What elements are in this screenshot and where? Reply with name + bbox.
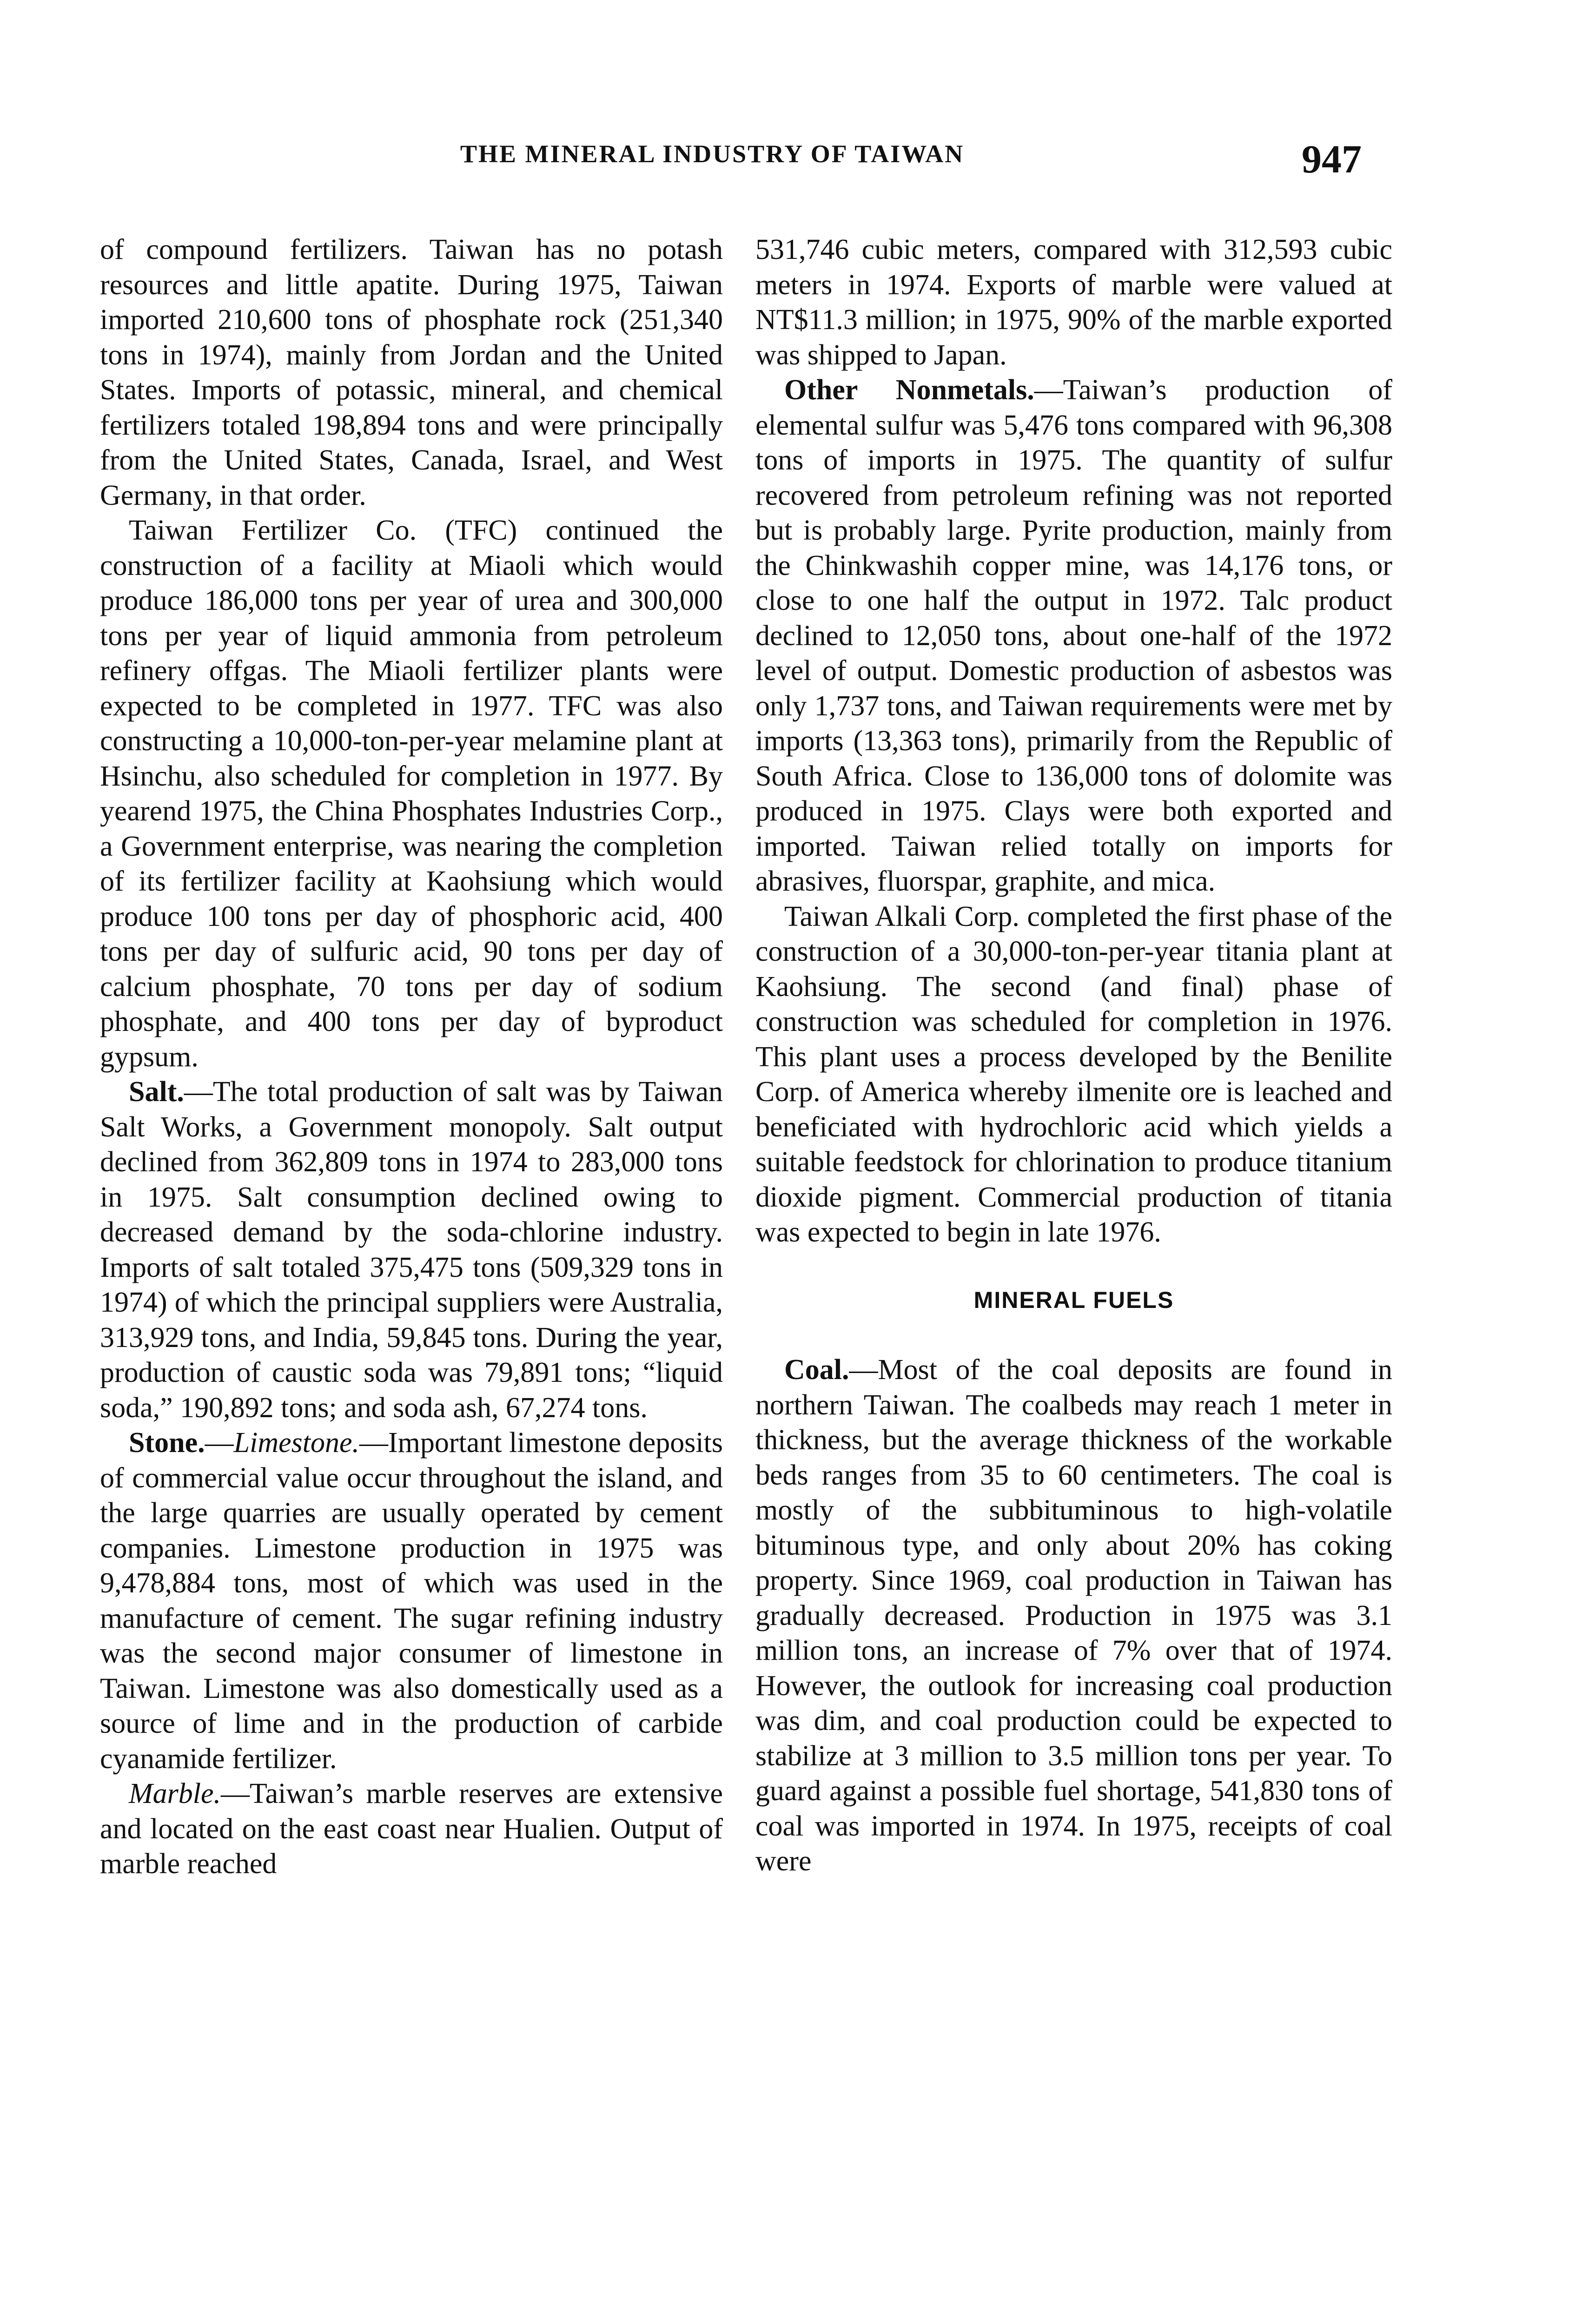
limestone-heading: Limestone. [233, 1427, 360, 1459]
salt-heading: Salt. [129, 1076, 184, 1108]
paragraph-fertilizer-imports: of compound fertilizers. Taiwan has no potash resources and little apatite. During 1975, Taiwan imported 210,600 tons of phosphate rock (251,340 tons in 1974), mainly from Jordan and the United States. Imports of potassic, mineral, and chemical fertilizers totaled 198,894 tons and were principally from the United States, Canada, Israel, and West Germany, in that order. [100, 234, 723, 511]
paragraph-stone-limestone [100, 1426, 723, 1776]
paragraph-other-nonmetals [755, 373, 1392, 899]
other-nonmetals-heading: Other Nonmetals. [784, 374, 1034, 406]
stone-heading: Stone. [129, 1427, 205, 1459]
stone-dash: — [205, 1427, 234, 1459]
marble-text: —Taiwan’s marble reserves are extensive and located on the east coast near Hualien. Output of marble reached [100, 1778, 723, 1880]
paragraph-marble [100, 1776, 723, 1882]
coal-text: —Most of the coal deposits are found in northern Taiwan. The coalbeds may reach 1 meter in thickness, but the average thickness of the workable beds ranges from 35 to 60 centimeters. The coal is mostly of the subbituminous to high-volatile bituminous type, and only about 20% has coking property. Since 1969, coal production in Taiwan has gradually decreased. Production in 1975 was 3.1 million tons, an increase of 7% over that of 1974. However, the outlook for increasing coal production was dim, and coal production could be expected to stabilize at 3 million to 3.5 million tons per year. To guard against a possible fuel shortage, 541,830 tons of coal was imported in 1974. In 1975, receipts of coal were [755, 1354, 1392, 1877]
paragraph-marble-continued: 531,746 cubic meters, compared with 312,593 cubic meters in 1974. Exports of marble were valued at NT$11.3 million; in 1975, 90% of the marble exported was shipped to Japan. [755, 234, 1392, 371]
right-column [755, 232, 1392, 1879]
left-column [100, 232, 723, 1882]
running-head: THE MINERAL INDUSTRY OF TAIWAN [460, 140, 965, 168]
limestone-text: —Important limestone deposits of commercial value occur throughout the island, and the large quarries are usually operated by cement companies. Limestone production in 1975 was 9,478,884 tons, most of which was used in the manufacture of cement. The sugar refining industry was the second major consumer of limestone in Taiwan. Limestone was also domestically used as a source of lime and in the production of carbide cyanamide fertilizer. [100, 1427, 723, 1775]
paragraph-salt [100, 1075, 723, 1426]
section-heading-mineral-fuels: MINERAL FUELS [973, 1287, 1174, 1313]
paragraph-taiwan-fertilizer-co: Taiwan Fertilizer Co. (TFC) continued the construction of a facility at Miaoli which would produce 186,000 tons per year of urea and 300,000 tons per year of liquid ammonia from petroleum refinery offgas. The Miaoli fertilizer plants were expected to be completed in 1977. TFC was also constructing a 10,000-ton-per-year melamine plant at Hsinchu, also scheduled for completion in 1977. By yearend 1975, the China Phosphates Industries Corp., a Government enterprise, was nearing the completion of its fertilizer facility at Kaohsiung which would produce 100 tons per day of phosphoric acid, 400 tons per day of sulfuric acid, 90 tons per day of calcium phosphate, 70 tons per day of sodium phosphate, and 400 tons per day of byproduct gypsum. [100, 515, 723, 1073]
page-number: 947 [1302, 137, 1362, 181]
paragraph-taiwan-alkali: Taiwan Alkali Corp. completed the first phase of the construction of a 30,000-ton-per-year titania plant at Kaohsiung. The second (and final) phase of construction was scheduled for completion in 1976. This plant uses a process developed by the Benilite Corp. of America whereby ilmenite ore is leached and beneficiated with hydrochloric acid which yields a suitable feedstock for chlorination to produce titanium dioxide pigment. Commercial production of titania was expected to begin in late 1976. [755, 900, 1392, 1248]
paragraph-coal [755, 1353, 1392, 1879]
marble-heading: Marble. [129, 1778, 221, 1809]
coal-heading: Coal. [784, 1354, 849, 1386]
other-nonmetals-text: —Taiwan’s production of elemental sulfur was 5,476 tons compared with 96,308 tons of imports in 1975. The quantity of sulfur recovered from petroleum refining was not reported but is probably large. Pyrite production, mainly from the Chinkwashih copper mine, was 14,176 tons, or close to one half the output in 1972. Talc product declined to 12,050 tons, about one-half of the 1972 level of output. Domestic production of asbestos was only 1,737 tons, and Taiwan requirements were met by imports (13,363 tons), primarily from the Republic of South Africa. Close to 136,000 tons of dolomite was produced in 1975. Clays were both exported and imported. Taiwan relied totally on imports for abrasives, fluorspar, graphite, and mica. [755, 374, 1392, 897]
salt-text: —The total production of salt was by Taiwan Salt Works, a Government monopoly. Salt output declined from 362,809 tons in 1974 to 283,000 tons in 1975. Salt consumption declined owing to decreased demand by the soda-chlorine industry. Imports of salt totaled 375,475 tons (509,329 tons in 1974) of which the principal suppliers were Australia, 313,929 tons, and India, 59,845 tons. During the year, production of caustic soda was 79,891 tons; “liquid soda,” 190,892 tons; and soda ash, 67,274 tons. [100, 1076, 723, 1424]
